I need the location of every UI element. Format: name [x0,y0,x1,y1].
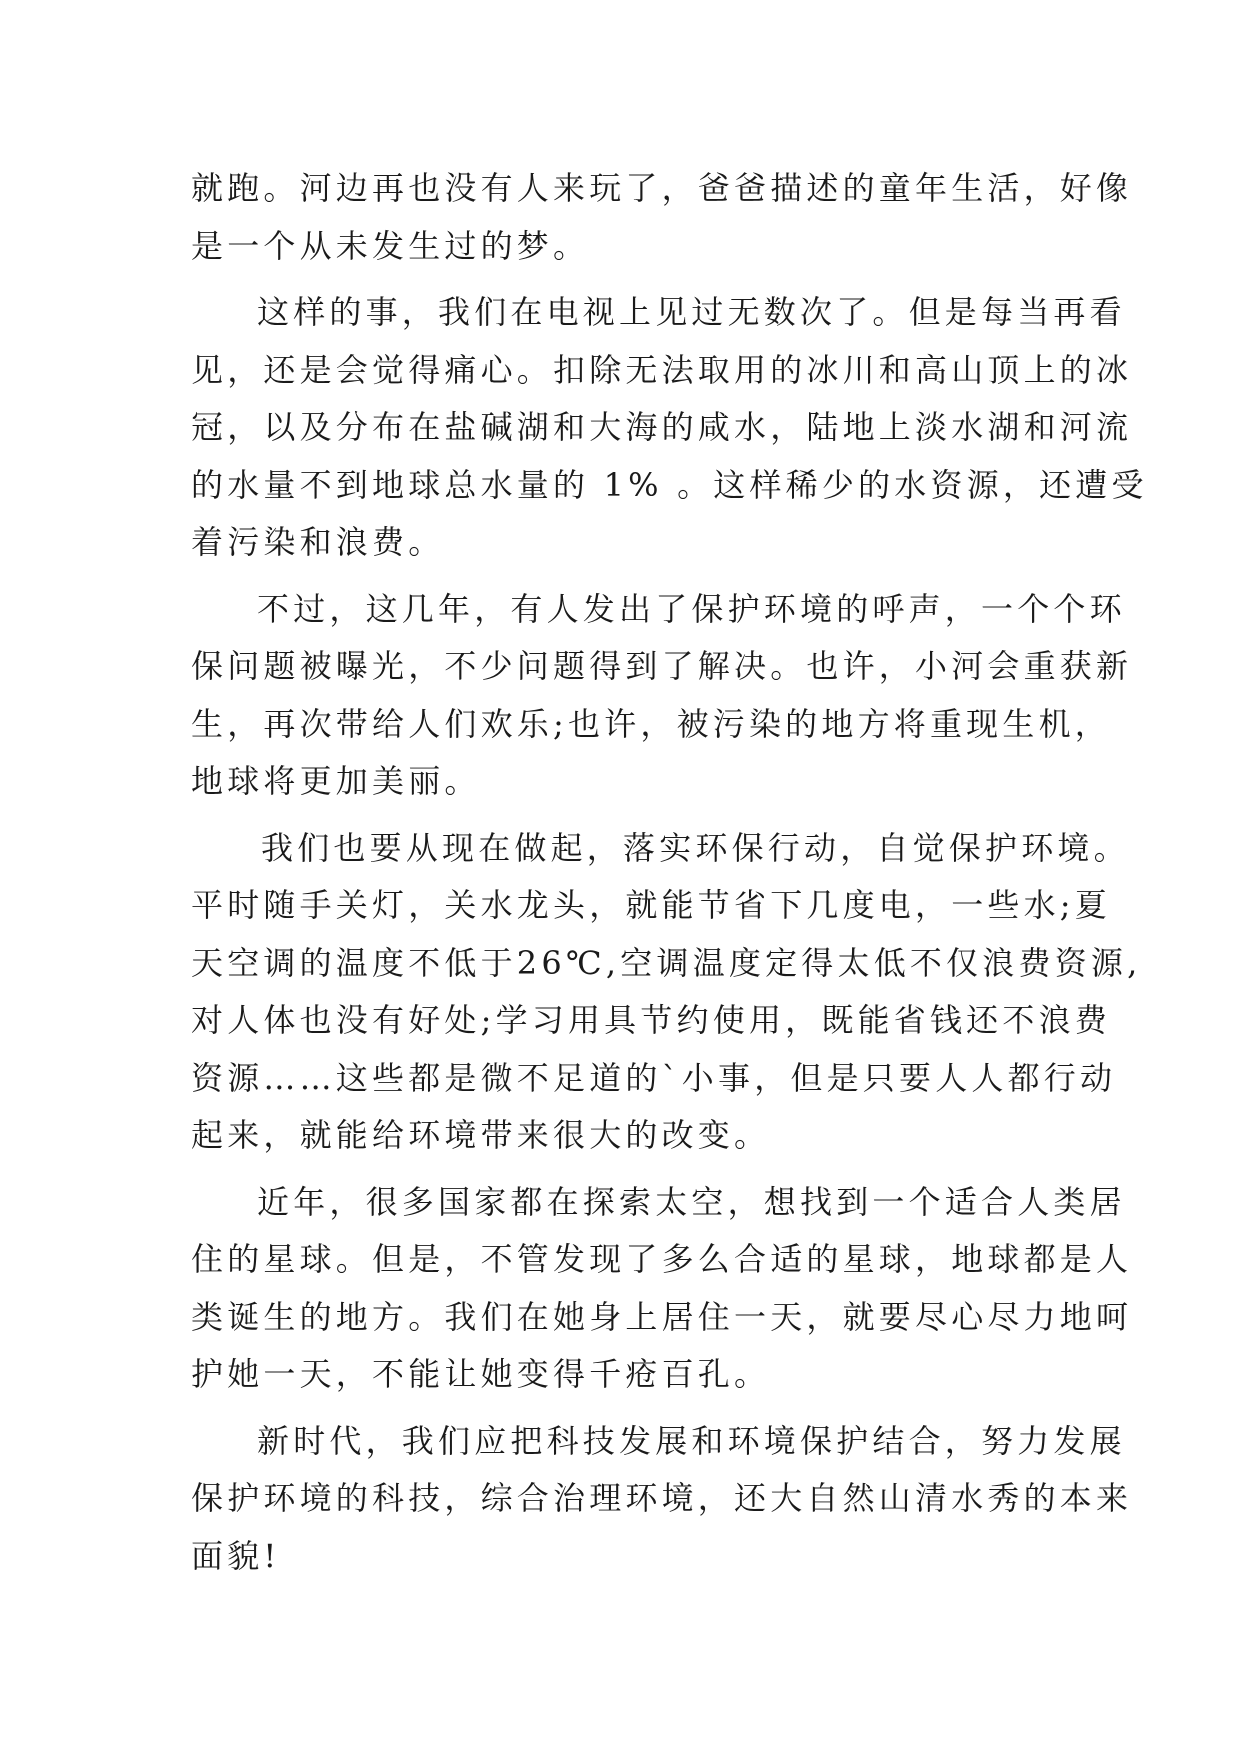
paragraph [191,581,1133,811]
text-line: 冠，以及分布在盐碱湖和大海的咸水，陆地上淡水湖和河流 [191,408,1133,446]
text-line: 不过，这几年，有人发出了保护环境的呼声，一个个环 [257,589,1126,628]
document-body [191,160,1148,1585]
text-line: 地球将更加美丽。 [191,762,481,800]
paragraph [191,160,1133,275]
text-line: 我们也要从现在做起，落实环保行动，自觉保护环境。 [261,828,1130,867]
text-line: 这样的事，我们在电视上见过无数次了。但是每当再看 [257,293,1126,331]
text-line: 起来，就能给环境带来很大的改变。 [191,1116,771,1154]
text-line: 面貌! [191,1536,281,1575]
text-line: 护她一天，不能让她变得千疮百孔。 [191,1355,771,1393]
text-line: 保护环境的科技，综合治理环境，还大自然山清水秀的本来 [191,1479,1133,1517]
text-line: 资源……这些都是微不足道的`小事，但是只要人人都行动 [191,1058,1117,1097]
text-line: 天空调的温度不低于26℃,空调温度定得太低不仅浪费资源, [191,943,1142,982]
paragraph [191,1413,1133,1586]
text-line: 类诞生的地方。我们在她身上居住一天，就要尽心尽力地呵 [191,1297,1133,1336]
text-line: 着污染和浪费。 [191,523,445,561]
paragraph [191,1174,1133,1404]
text-line: 平时随手关灯，关水龙头，就能节省下几度电，一些水;夏 [191,886,1111,924]
text-line: 的水量不到地球总水量的 1% 。这样稀少的水资源，还遭受 [191,465,1148,504]
paragraph [191,820,1142,1165]
paragraph [191,284,1148,572]
text-line: 就跑。河边再也没有人来玩了，爸爸描述的童年生活，好像 [191,169,1133,207]
text-line: 新时代，我们应把科技发展和环境保护结合，努力发展 [257,1421,1126,1460]
text-line: 对人体也没有好处;学习用具节约使用，既能省钱还不浪费 [191,1001,1111,1039]
text-line: 生，再次带给人们欢乐;也许，被污染的地方将重现生机， [191,704,1111,743]
text-line: 保问题被曝光，不少问题得到了解决。也许，小河会重获新 [191,647,1133,685]
text-line: 住的星球。但是，不管发现了多么合适的星球，地球都是人 [191,1240,1133,1278]
text-line: 是一个从未发生过的梦。 [191,226,590,265]
text-line: 近年，很多国家都在探索太空，想找到一个适合人类居 [257,1182,1126,1221]
text-line: 见，还是会觉得痛心。扣除无法取用的冰川和高山顶上的冰 [191,350,1133,389]
